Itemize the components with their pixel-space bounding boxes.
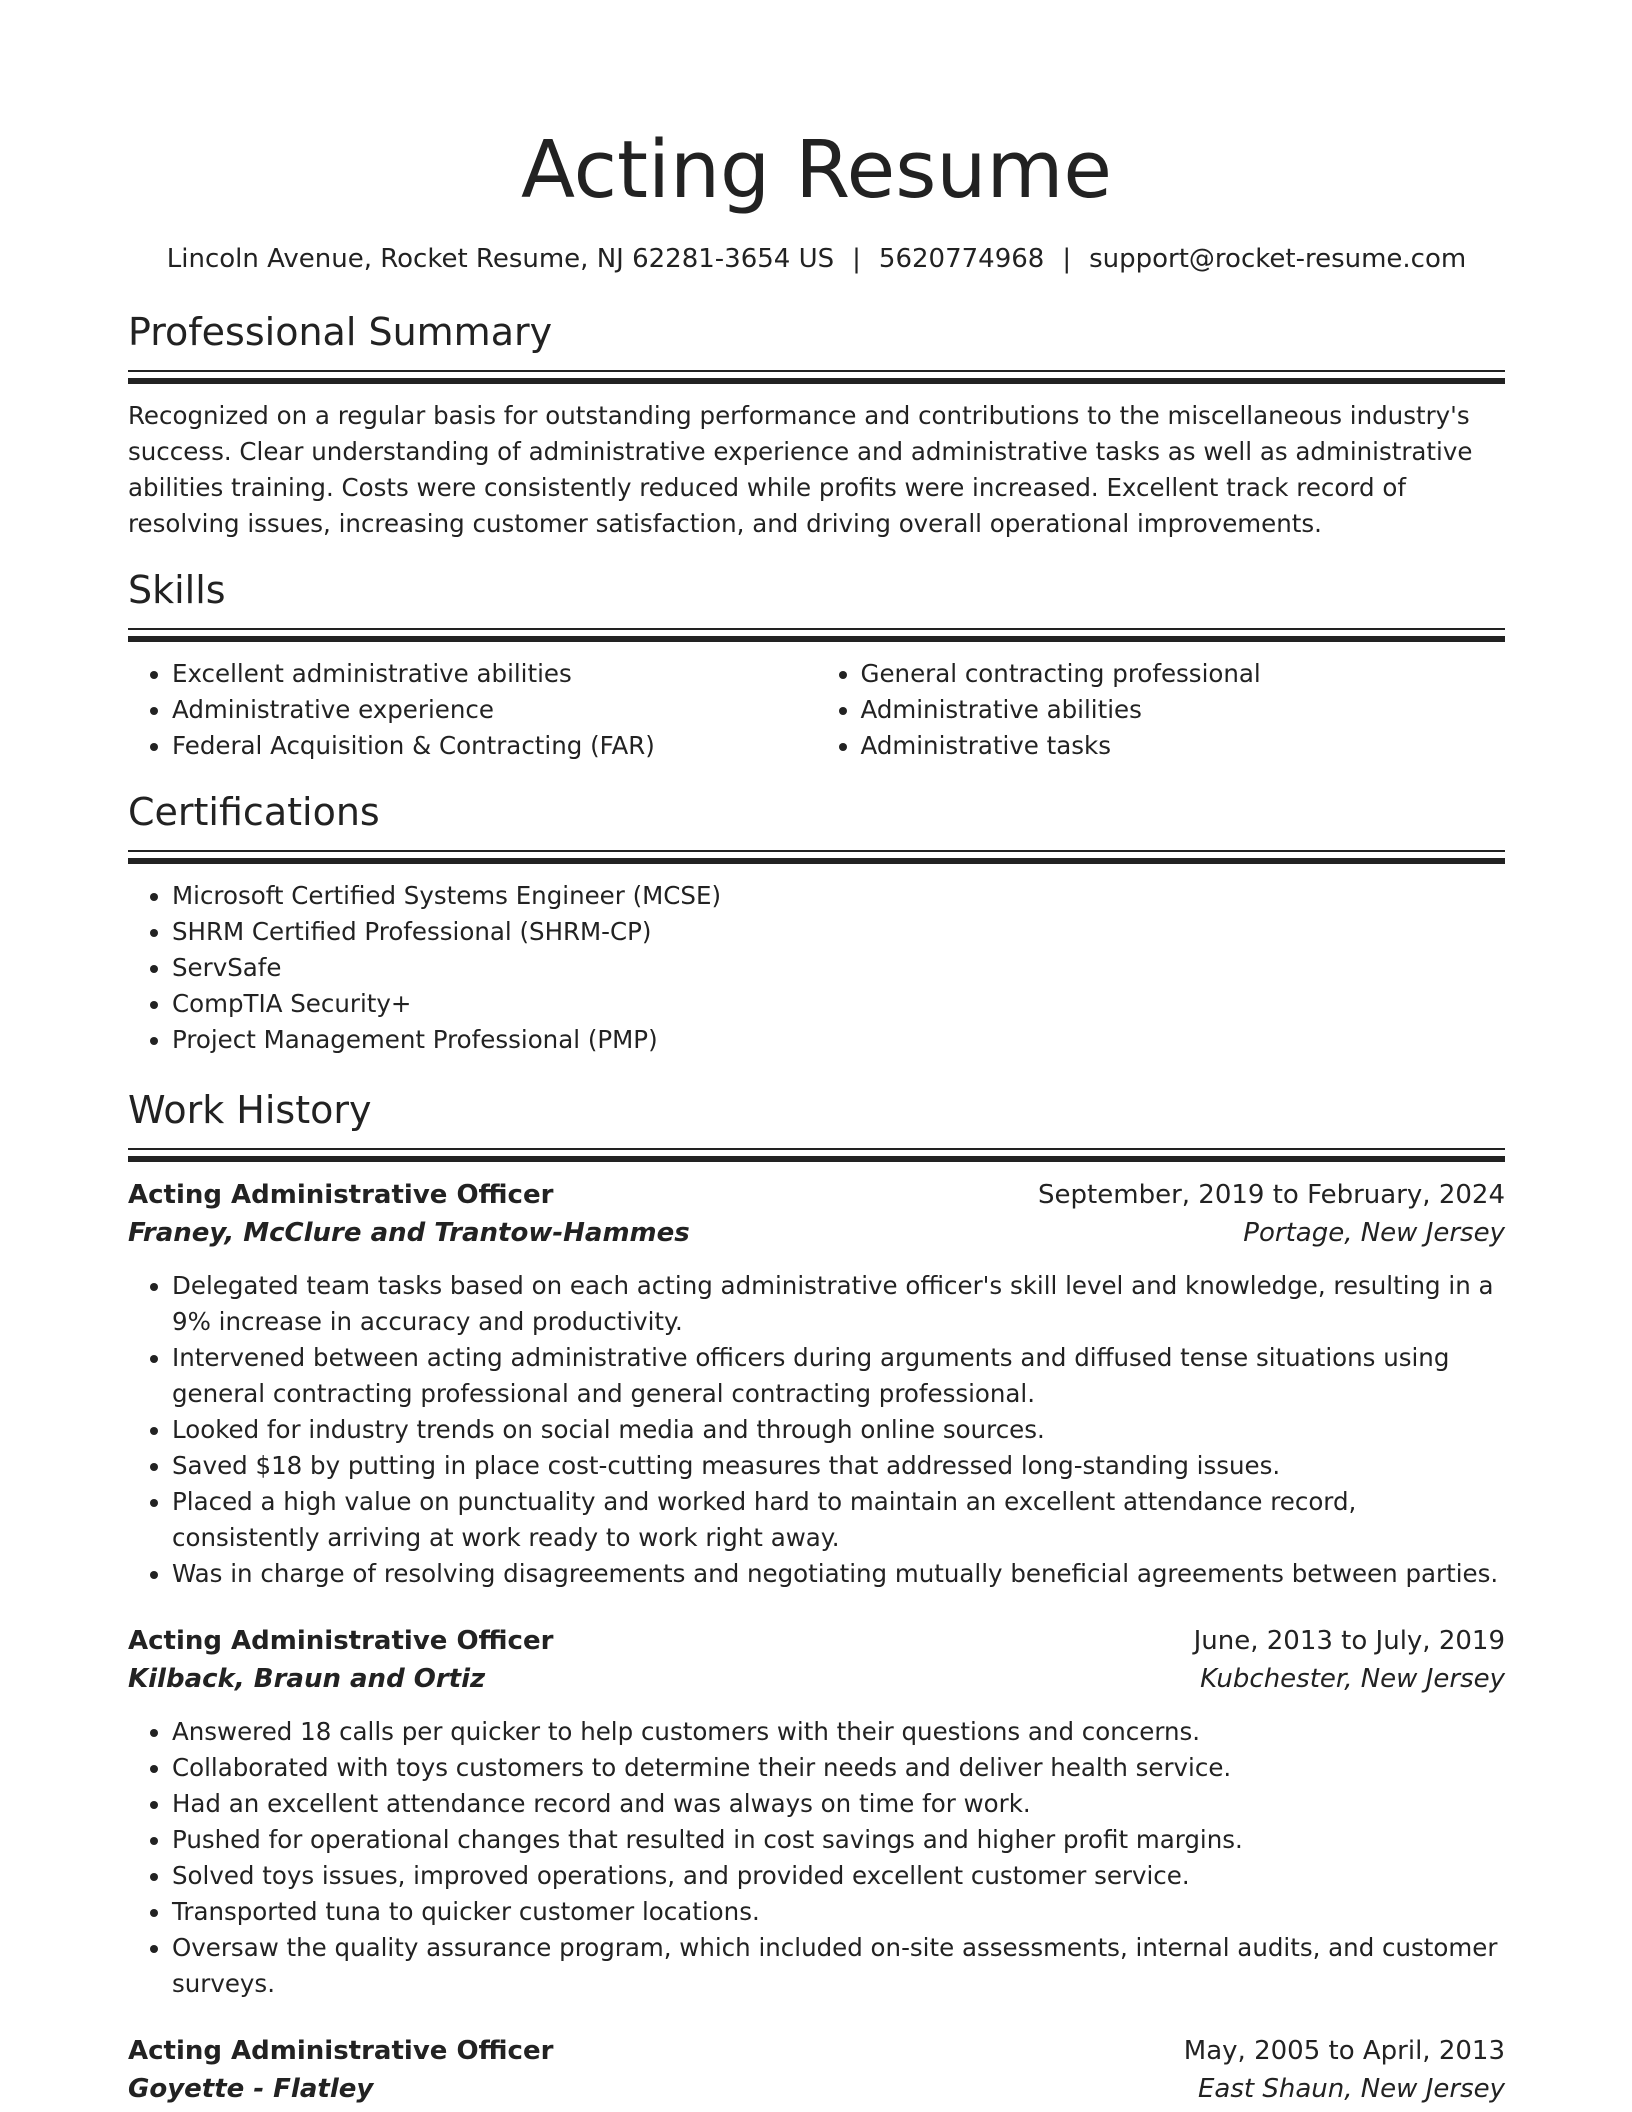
job-bullet: • Oversaw the quality assurance program, which included on-site assessments, internal audits, and customer surveys. (172, 1930, 1505, 2002)
skill-item: • Excellent administrative abilities (172, 656, 817, 692)
job-entry (128, 2032, 1505, 2108)
section-rule (128, 1148, 1505, 1150)
job-bullet: • Had an excellent attendance record and was always on time for work. (172, 1786, 1505, 1822)
contact-line (128, 242, 1505, 276)
job-bullet: • Saved $18 by putting in place cost-cutting measures that addressed long-standing issues. (172, 1448, 1505, 1484)
skill-item: • Federal Acquisition & Contracting (FAR) (172, 728, 817, 764)
resume-name: Acting Resume (520, 124, 1113, 216)
job-location: East Shaun, New Jersey (1197, 2074, 1505, 2104)
section-rule (128, 858, 1505, 864)
job-title: Acting Administrative Officer (128, 2036, 554, 2066)
skill-item: • Administrative tasks (861, 728, 1506, 764)
section-title-skills: Skills (128, 568, 226, 612)
job-company: Goyette - Flatley (128, 2074, 374, 2104)
certification-item: • SHRM Certified Professional (SHRM-CP) (172, 914, 1505, 950)
skills-grid (128, 656, 1505, 764)
job-title: Acting Administrative Officer (128, 1626, 554, 1656)
job-bullet: • Transported tuna to quicker customer locations. (172, 1894, 1505, 1930)
job-bullet: • Collaborated with toys customers to determine their needs and deliver health service. (172, 1750, 1505, 1786)
contact-address: Lincoln Avenue, Rocket Resume, NJ 62281-3654 US (166, 244, 835, 274)
job-entry (128, 1176, 1505, 1592)
job-entry (128, 1622, 1505, 2002)
job-subheader-row (128, 1660, 1505, 1698)
summary-text: Recognized on a regular basis for outstanding performance and contributions to the miscellaneous industry's success. Clear understanding of administrative experience and administrative tasks as well as administrative abilities training. Costs were consistently reduced while profits were increased. Excellent track record of resolving issues, increasing customer satisfaction, and driving overall operational improvements. (128, 401, 1473, 538)
job-bullet: • Delegated team tasks based on each acting administrative officer's skill level and knowledge, resulting in a 9% increase in accuracy and productivity. (172, 1268, 1505, 1340)
job-company: Franey, McClure and Trantow-Hammes (128, 1218, 690, 1248)
contact-email: support@rocket-resume.com (1089, 244, 1467, 274)
job-bullet: • Pushed for operational changes that resulted in cost savings and higher profit margins. (172, 1822, 1505, 1858)
job-bullet: • Looked for industry trends on social media and through online sources. (172, 1412, 1505, 1448)
section-title-summary: Professional Summary (128, 310, 553, 354)
job-subheader-row (128, 2070, 1505, 2108)
job-dates: June, 2013 to July, 2019 (1193, 1626, 1505, 1656)
certification-item: • CompTIA Security+ (172, 986, 1505, 1022)
section-rule (128, 628, 1505, 630)
job-bullet: • Intervened between acting administrative officers during arguments and diffused tense situations using general contracting professional and general contracting professional. (172, 1340, 1505, 1412)
skills-column-left (128, 656, 817, 764)
contact-phone: 5620774968 (878, 244, 1045, 274)
contact-separator: | (1062, 244, 1072, 274)
job-title: Acting Administrative Officer (128, 1180, 554, 1210)
resume-page (128, 0, 1505, 2108)
skill-item: • General contracting professional (861, 656, 1506, 692)
section-rule (128, 850, 1505, 852)
skill-item: • Administrative abilities (861, 692, 1506, 728)
section-rule (128, 378, 1505, 384)
job-dates: September, 2019 to February, 2024 (1038, 1180, 1505, 1210)
job-bullet: • Was in charge of resolving disagreements and negotiating mutually beneficial agreements between parties. (172, 1556, 1505, 1592)
job-company: Kilback, Braun and Ortiz (128, 1664, 486, 1694)
job-dates: May, 2005 to April, 2013 (1183, 2036, 1505, 2066)
job-bullet: • Answered 18 calls per quicker to help customers with their questions and concerns. (172, 1714, 1505, 1750)
job-bullet: • Solved toys issues, improved operations, and provided excellent customer service. (172, 1858, 1505, 1894)
section-rule (128, 1156, 1505, 1162)
job-header-row (128, 2032, 1505, 2070)
certification-item: • Microsoft Certified Systems Engineer (MCSE) (172, 878, 1505, 914)
work-history-section (128, 1086, 1505, 2108)
job-header-row (128, 1176, 1505, 1214)
section-title-certifications: Certifications (128, 790, 380, 834)
certification-item: • Project Management Professional (PMP) (172, 1022, 1505, 1058)
skill-item: • Administrative experience (172, 692, 817, 728)
job-location: Kubchester, New Jersey (1200, 1664, 1505, 1694)
section-title-work-history: Work History (128, 1088, 372, 1132)
certification-item: • ServSafe (172, 950, 1505, 986)
job-location: Portage, New Jersey (1243, 1218, 1505, 1248)
certifications-section (128, 788, 1505, 1058)
job-header-row (128, 1622, 1505, 1660)
job-bullet: • Placed a high value on punctuality and worked hard to maintain an excellent attendance record, consistently arriving at work ready to work right away. (172, 1484, 1505, 1556)
contact-separator: | (852, 244, 861, 274)
job-subheader-row (128, 1214, 1505, 1252)
section-rule (128, 636, 1505, 642)
skills-column-right (817, 656, 1506, 764)
section-rule (128, 370, 1505, 372)
summary-section (128, 308, 1505, 542)
skills-section (128, 566, 1505, 764)
